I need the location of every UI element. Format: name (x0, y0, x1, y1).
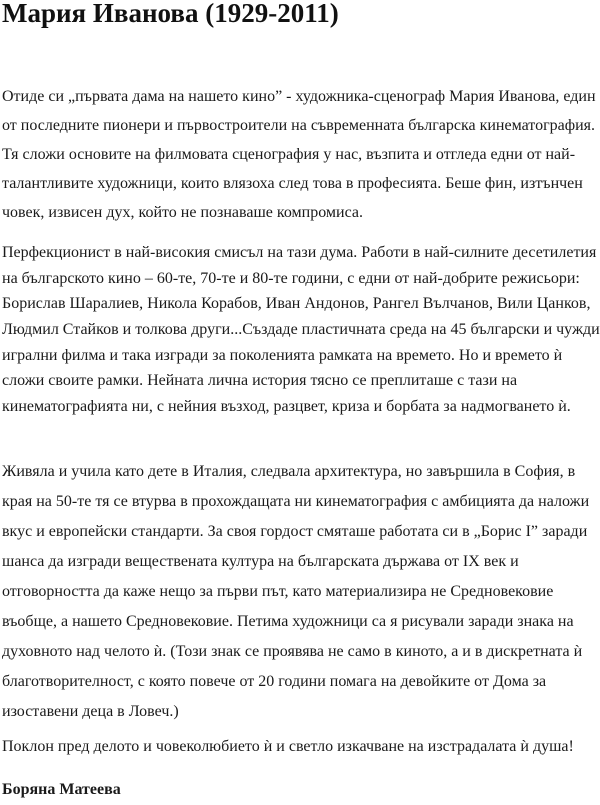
text-line: от последните пионери и първостроители на съвременната българска кинематография. (2, 117, 596, 134)
text-line: Борислав Шаралиев, Никола Корабов, Иван Андонов, Рангел Вълчанов, Вили Цанков, (2, 295, 591, 313)
text-line: човек, извисен дух, който не познаваше компромиса. (2, 204, 363, 221)
text-line: изоставени деца в Ловеч.) (2, 703, 179, 720)
text-line: кинематографията ни, с нейния възход, разцвет, криза и борбата за надмогването ѝ. (2, 398, 571, 416)
paragraph-intro (2, 82, 600, 227)
text-line: Отиде си „първата дама на нашето кино” - художника-сценограф Мария Иванова, един (2, 88, 596, 105)
text-line: Живяла и учила като дете в Италия, следвала архитектура, но завършила в София, в (2, 463, 576, 480)
text-line: края на 50-те тя се втурва в прохождащата ни кинематография с амбицията да наложи (2, 493, 590, 510)
text-line: Перфекционист в най-високия смисъл на тази дума. Работи в най-силните десетилетия (2, 244, 597, 261)
text-line: Людмил Стайков и толкова други...Създаде пластичната среда на 45 български и чужди (2, 321, 600, 339)
text-line: отговорността да каже нещо за първи път, като материализира не Средновековие (2, 583, 554, 600)
text-line: шанса да изгради веществената култура на българската държава от IX век и (2, 553, 519, 570)
text-line: вкус и европейски стандарти. За своя гордост смяташе работата си в „Борис I” заради (2, 523, 588, 540)
article-title: Мария Иванова (1929-2011) (2, 0, 339, 28)
paragraph-career (2, 240, 600, 420)
text-line: сложи своите рамки. Нейната лична история тясно се преплиташе с тази на (2, 372, 518, 390)
text-line: на българското кино – 60-те, 70-те и 80-те години, с едни от най-добрите режисьори: (2, 269, 580, 287)
paragraph-biography (2, 457, 600, 727)
author-signature: Боряна Матеева (2, 781, 121, 798)
text-line: благотворителност, с която повече от 20 години помага на девойките от Дома за (2, 673, 547, 690)
text-line: игрални филма и така изгради за поколенията рамката на времето. Но и времето ѝ (2, 346, 563, 364)
text-line: Тя сложи основите на филмовата сценография у нас, възпита и отгледа едни от най- (2, 146, 576, 163)
text-line: въобще, а нашето Средновековие. Петима художници са я рисували заради знака на (2, 613, 574, 630)
text-line: духовното над челото ѝ. (Този знак се проявява не само в киното, а и в дискретната ѝ (2, 643, 583, 660)
paragraph-tribute (2, 732, 600, 762)
text-line: Поклон пред делото и човеколюбието ѝ и светло изкачване на изстрадалата ѝ душа! (2, 738, 574, 755)
text-line: талантливите художници, които влязоха след това в професията. Беше фин, изтънчен (2, 175, 583, 192)
